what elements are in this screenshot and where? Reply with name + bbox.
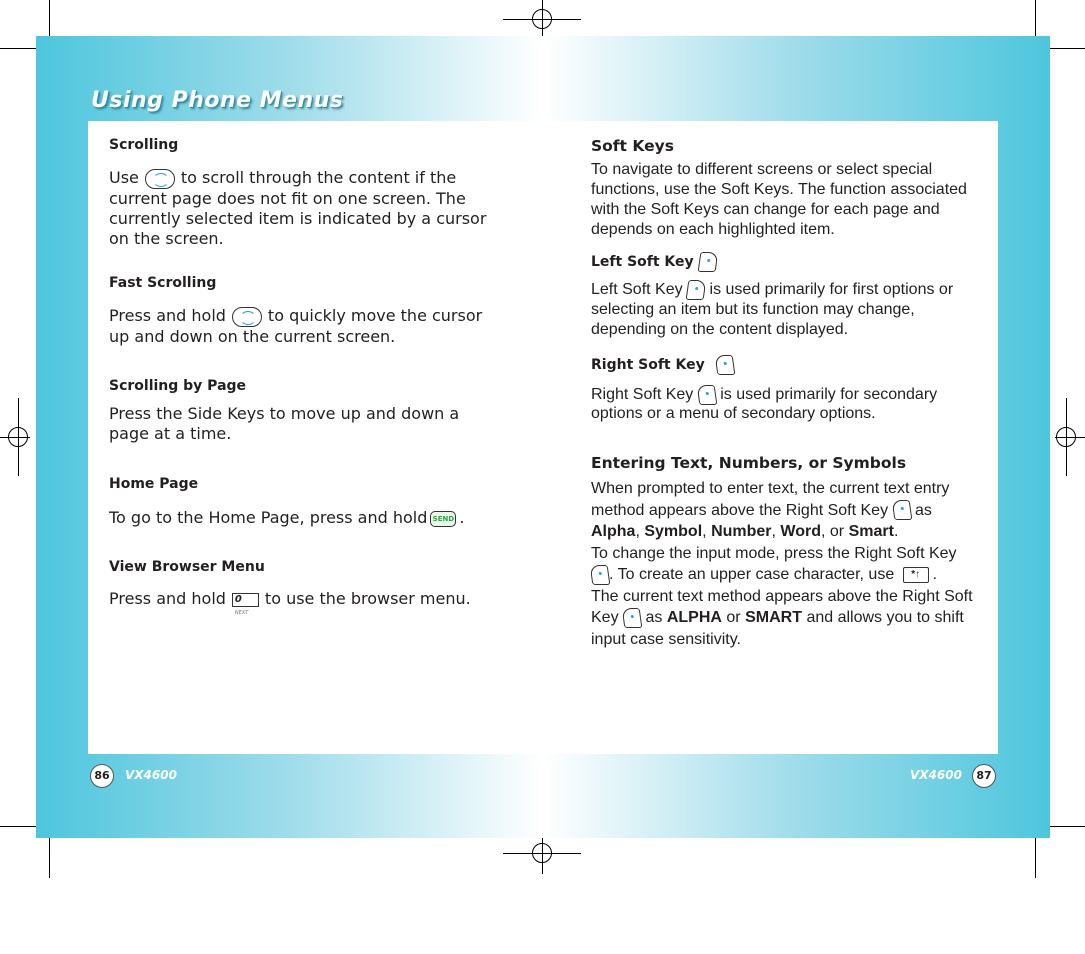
right-soft-key-icon: [590, 565, 611, 585]
zero-key-icon: [232, 593, 259, 616]
entering-line5: and allows you to shift input case sensitivity.: [591, 609, 964, 648]
left-soft-key-text-a: Left Soft Key: [591, 281, 683, 299]
page-number-left: 86: [90, 764, 114, 788]
model-name-left: VX4600: [125, 768, 177, 782]
heading-right-soft-key: [591, 355, 734, 375]
model-name-right: VX4600: [910, 768, 962, 782]
fast-scrolling-text-a: Press and hold: [109, 306, 226, 325]
right-soft-key-text-a: Right Soft Key: [591, 386, 694, 404]
heading-view-browser-menu: View Browser Menu: [109, 559, 265, 575]
registration-mark-circle: [1056, 427, 1076, 447]
mode-number: Number: [711, 523, 772, 540]
heading-left-soft-key-label: Left Soft Key: [591, 254, 694, 270]
zero-key-label: 0: [234, 593, 242, 605]
entering-line3-end: .: [932, 566, 938, 583]
heading-entering-text: Entering Text, Numbers, or Symbols: [591, 454, 907, 472]
registration-mark-circle: [8, 427, 28, 447]
left-soft-key-text-b: is used primarily for first options or selecting an item but its function may change, depending on the content displayed.: [591, 281, 954, 339]
right-soft-key-icon: [714, 355, 735, 375]
entering-or2: or: [726, 609, 741, 626]
crop-mark: [49, 838, 50, 878]
left-soft-key-icon: [686, 280, 707, 300]
registration-mark-circle: [532, 9, 552, 29]
home-page-text-b: .: [459, 508, 465, 527]
entering-comma: ,: [702, 523, 707, 540]
right-soft-key-text-b: is used primarily for secondary options or a menu of secondary options.: [591, 386, 938, 422]
mode-alpha: Alpha: [591, 523, 636, 540]
right-soft-key-icon: [622, 608, 643, 628]
entering-as: as: [914, 501, 932, 519]
scrolling-text-b: to scroll through the content if the current page does not fit on one screen. The currently selected item is indicated by a cursor on the screen.: [109, 168, 487, 248]
navigation-key-icon: [145, 169, 175, 189]
mode-word: Word: [780, 523, 822, 540]
scrolling-by-page-text: Press the Side Keys to move up and down a page at a time.: [109, 404, 460, 443]
view-browser-menu-text-a: Press and hold: [109, 589, 226, 608]
right-soft-key-text: [591, 385, 983, 423]
heading-scrolling: Scrolling: [109, 137, 179, 153]
entering-as2: as: [645, 609, 663, 626]
mode-smart: Smart: [848, 523, 894, 540]
left-soft-key-icon: [697, 252, 718, 272]
view-browser-menu-text-b: to use the browser menu.: [264, 589, 471, 608]
fast-scrolling-text: [109, 306, 489, 347]
scrolling-text: [109, 168, 489, 249]
entering-line3: . To create an upper case character, use: [609, 566, 895, 583]
send-key-icon: SEND: [430, 511, 456, 527]
heading-scrolling-by-page: Scrolling by Page: [109, 378, 247, 394]
home-page-text-a: To go to the Home Page, press and hold: [109, 508, 428, 527]
entering-comma: ,: [635, 523, 640, 540]
mode-smart-caps: SMART: [745, 609, 802, 626]
entering-text-body: [591, 478, 983, 650]
right-soft-key-icon: [891, 500, 912, 520]
entering-comma: ,: [771, 523, 776, 540]
mode-symbol: Symbol: [644, 523, 703, 540]
heading-home-page: Home Page: [109, 476, 199, 492]
soft-keys-text: To navigate to different screens or select special functions, use the Soft Keys. The function associated with the Soft Keys can change for each page and depends on each highlighted item.: [591, 161, 967, 238]
page-title: Using Phone Menus: [91, 88, 344, 113]
heading-right-soft-key-label: Right Soft Key: [591, 357, 705, 373]
entering-line1: When prompted to enter text, the current text entry method appears above the Right Soft Key: [591, 480, 950, 519]
mode-alpha-caps: ALPHA: [666, 609, 722, 626]
view-browser-menu-text: [109, 589, 489, 616]
left-soft-key-text: [591, 280, 983, 340]
zero-key-sub: NEXT: [234, 609, 249, 616]
crop-mark: [1035, 838, 1036, 878]
scrolling-text-a: Use: [109, 168, 139, 187]
entering-or: , or: [821, 523, 845, 540]
fast-scrolling-text-b: to quickly move the cursor up and down on the current screen.: [109, 306, 483, 346]
right-soft-key-icon: [696, 385, 717, 405]
navigation-key-icon: [232, 307, 262, 327]
heading-left-soft-key: [591, 252, 717, 272]
entering-line2: To change the input mode, press the Right Soft Key: [591, 544, 957, 562]
page-number-right: 87: [972, 764, 996, 788]
entering-period: .: [893, 523, 899, 540]
entering-line4: The current text method appears above the Right Soft Key: [591, 587, 973, 626]
star-shift-key-icon: *↑: [903, 567, 929, 583]
registration-mark-circle: [532, 843, 552, 863]
heading-soft-keys: Soft Keys: [591, 137, 674, 155]
home-page-text: [109, 508, 489, 528]
heading-fast-scrolling: Fast Scrolling: [109, 275, 217, 291]
